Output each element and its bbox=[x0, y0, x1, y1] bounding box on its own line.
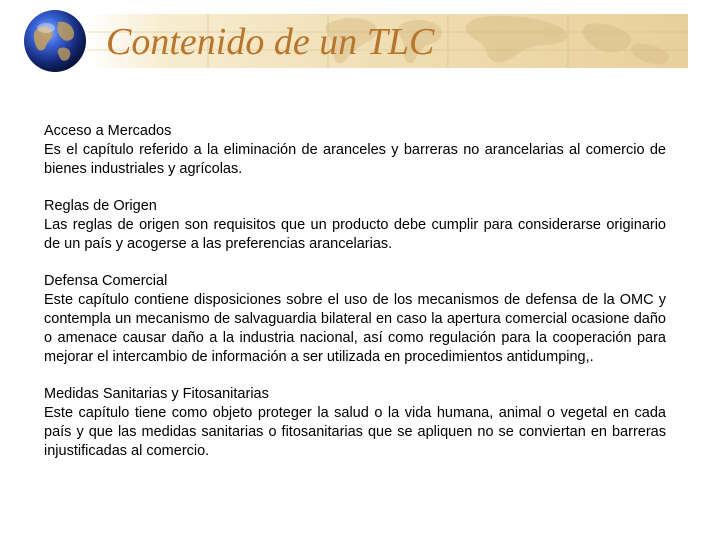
section-body: Este capítulo contiene disposiciones sobre el uso de los mecanismos de defensa de la OMC y contempla un mecanismo de salvaguardia bilateral en caso la apertura comercial ocasione daño o amenace causar daño a la industria nacional, así como regulación para la cooperación para mejorar el intercambio de información a ser utilizada en procedimientos antidumping,. bbox=[44, 292, 666, 365]
section-heading: Reglas de Origen bbox=[44, 198, 157, 214]
section-body: Las reglas de origen son requisitos que un producto debe cumplir para considerarse originario de un país y acogerse a las preferencias arancelarias. bbox=[44, 217, 666, 252]
page-title: Contenido de un TLC bbox=[106, 21, 435, 63]
section-market-access bbox=[44, 122, 666, 179]
section-heading: Defensa Comercial bbox=[44, 273, 168, 289]
content-area bbox=[44, 122, 666, 479]
globe-icon bbox=[22, 8, 88, 74]
section-heading: Acceso a Mercados bbox=[44, 123, 172, 139]
section-body: Este capítulo tiene como objeto proteger la salud o la vida humana, animal o vegetal en cada país y que las medidas sanitarias o fitosanitarias que se apliquen no se conviertan en barreras injustificadas al comercio. bbox=[44, 405, 666, 459]
section-body: Es el capítulo referido a la eliminación de aranceles y barreras no arancelarias al comercio de bienes industriales y agrícolas. bbox=[44, 142, 666, 177]
section-heading: Medidas Sanitarias y Fitosanitarias bbox=[44, 386, 269, 402]
section-rules-of-origin bbox=[44, 197, 666, 254]
section-sanitary-measures bbox=[44, 385, 666, 461]
section-trade-defense bbox=[44, 272, 666, 367]
